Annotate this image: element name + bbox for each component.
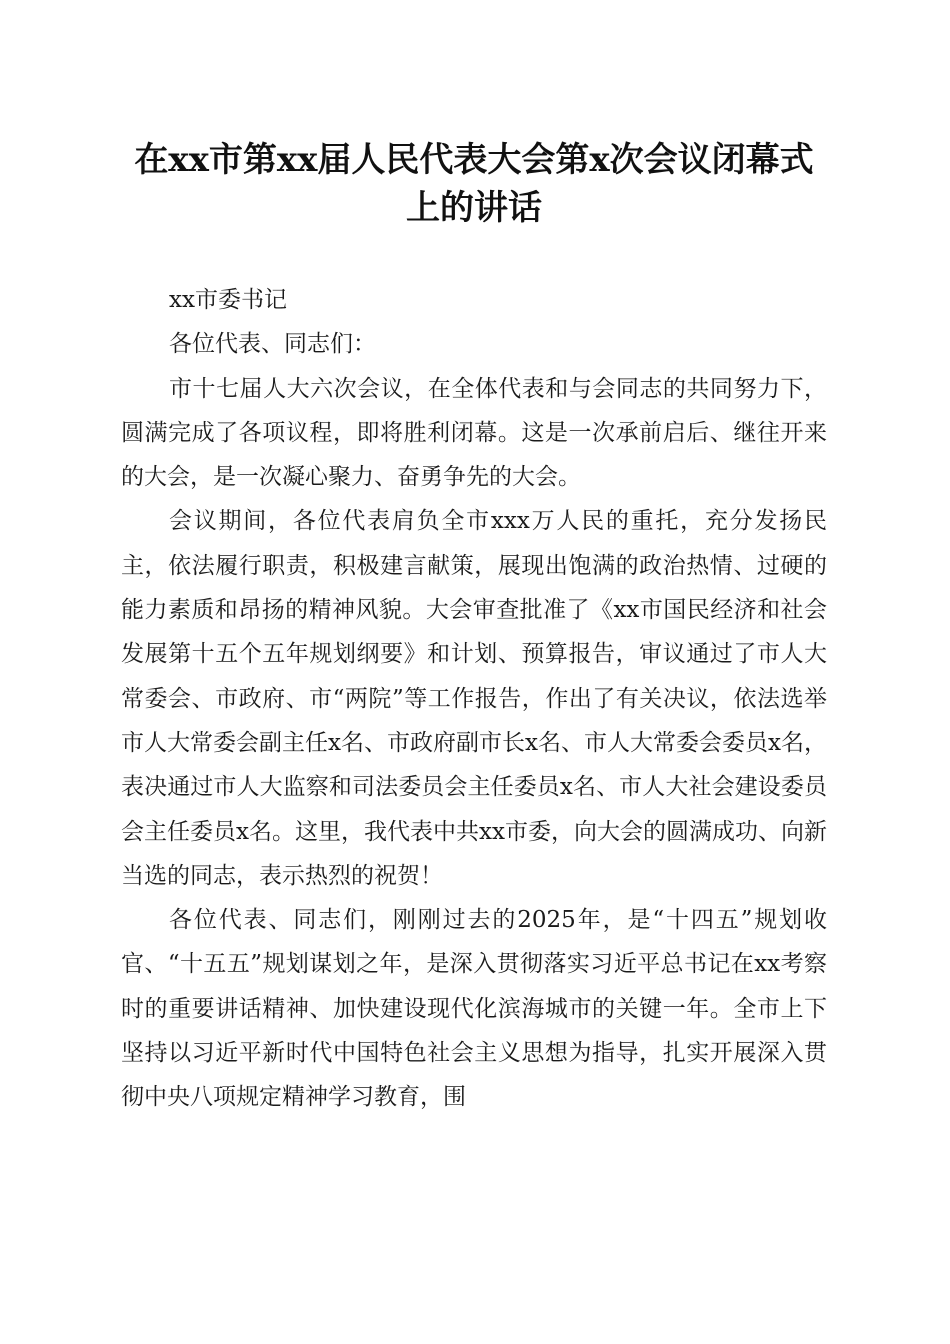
body-paragraph: 各位代表、同志们，刚刚过去的2025年，是“十四五”规划收官、“十五五”规划谋划之年，是深入贯彻落实习近平总书记在xx考察时的重要讲话精神、加快建设现代化滨海城市的关键一年。全市上下坚持以习近平新时代中国特色社会主义思想为指导，扎实开展深入贯彻中央八项规定精神学习教育，围	[121, 907, 827, 1111]
salutation: 各位代表、同志们：	[169, 331, 376, 358]
document-body	[121, 278, 827, 1120]
body-paragraph: 会议期间，各位代表肩负全市xxx万人民的重托，充分发扬民主，依法履行职责，积极建言献策，展现出饱满的政治热情、过硬的能力素质和昂扬的精神风貌。大会审查批准了《xx市国民经济和社会发展第十五个五年规划纲要》和计划、预算报告，审议通过了市人大常委会、市政府、市“两院”等工作报告，作出了有关决议，依法选举市人大常委会副主任x名、市政府副市长x名、市人大常委会委员x名，表决通过市人大监察和司法委员会主任委员x名、市人大社会建设委员会主任委员x名。这里，我代表中共xx市委，向大会的圆满成功、向新当选的同志，表示热烈的祝贺！	[121, 508, 827, 889]
document-title: 在xx市第xx届人民代表大会第x次会议闭幕式上的讲话	[134, 140, 814, 228]
author-line: xx市委书记	[169, 287, 287, 313]
body-paragraph: 市十七届人大六次会议，在全体代表和与会同志的共同努力下，圆满完成了各项议程，即将胜利闭幕。这是一次承前启后、继往开来的大会，是一次凝心聚力、奋勇争先的大会。	[121, 375, 827, 491]
